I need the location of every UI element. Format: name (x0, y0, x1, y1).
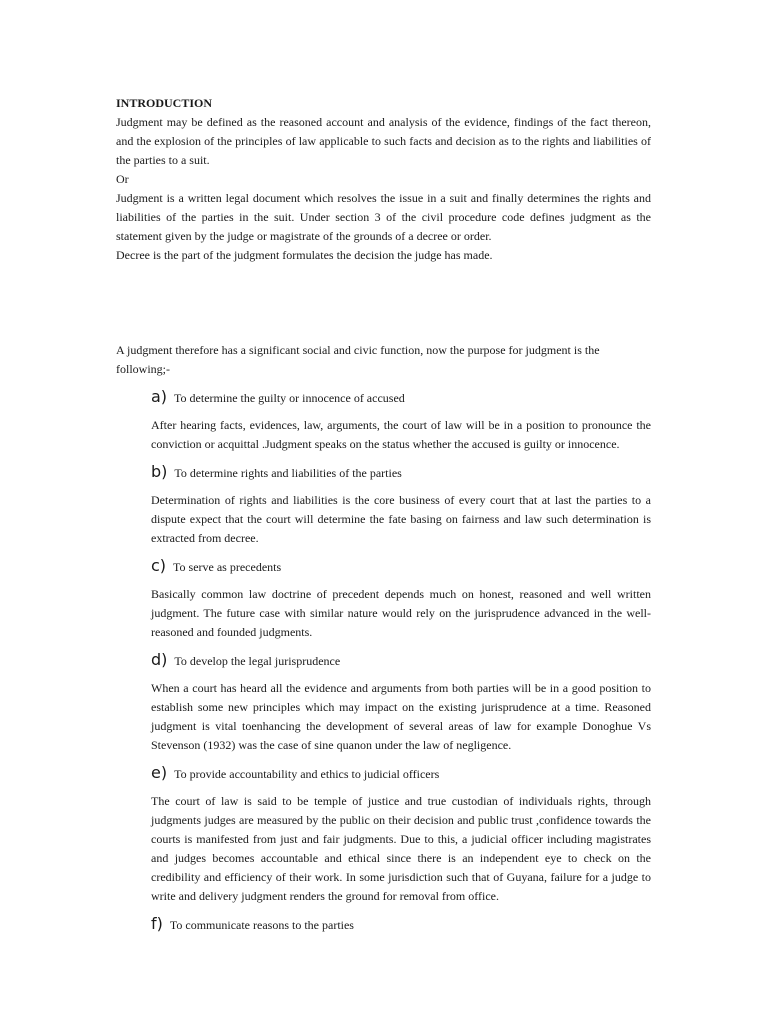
blank-space (116, 265, 651, 341)
list-item (151, 763, 651, 906)
list-item-body: Basically common law doctrine of precedent depends much on honest, reasoned and well written judgment. The future case with similar nature would rely on the jurisprudence advanced in the well-reasoned and founded judgments. (151, 587, 651, 639)
list-marker: f) (151, 914, 163, 933)
list-marker: e) (151, 763, 168, 782)
purpose-list (151, 387, 651, 936)
list-item-heading (151, 462, 651, 484)
list-item-title: To serve as precedents (173, 560, 282, 574)
list-item (151, 556, 651, 642)
list-marker: d) (151, 650, 168, 669)
list-item-title: To determine the guilty or innocence of accused (174, 391, 405, 405)
definition-paragraph: Judgment may be defined as the reasoned account and analysis of the evidence, findings of the fact thereon, and the explosion of the principles of law applicable to such facts and decision as to the rights and liabilities of the parties to a suit. (116, 115, 651, 167)
document-page (116, 94, 651, 936)
section-heading: INTRODUCTION (116, 96, 213, 110)
list-item-body: Determination of rights and liabilities is the core business of every court that at last the parties to a dispute expect that the court will determine the fate basing on fairness and law such determination is extracted from decree. (151, 493, 651, 545)
list-item-title: To determine rights and liabilities of the parties (174, 466, 402, 480)
list-item (151, 462, 651, 548)
decree-paragraph: Decree is the part of the judgment formulates the decision the judge has made. (116, 248, 493, 262)
list-item (151, 650, 651, 755)
list-marker: c) (151, 556, 167, 575)
list-item-body: When a court has heard all the evidence and arguments from both parties will be in a good position to establish some new principles which may impact on the existing jurisprudence at a time. Reasoned judgment is vital toenhancing the development of several areas of law for example Donoghue Vs Stevenson (1932) was the case of sine quanon under the law of negligence. (151, 681, 651, 752)
list-item-heading (151, 387, 651, 409)
list-item-title: To communicate reasons to the parties (169, 918, 354, 932)
list-item-body: The court of law is said to be temple of justice and true custodian of individuals rights, through judgments judges are measured by the public on their decision and public trust ,confidence towards the courts is manifested from just and fair judgments. Due to this, a judicial officer including magistrates and judges becomes accountable and ethical since there is an independent eye to check on the credibility and efficiency of their work. In some jurisdiction such that of Guyana, failure for a judge to write and delivery judgment renders the ground for removal from office. (151, 794, 651, 903)
list-item-title: To develop the legal jurisprudence (174, 654, 341, 668)
list-marker: a) (151, 387, 168, 406)
purpose-lead-paragraph: A judgment therefore has a significant social and civic function, now the purpose for judgment is the following;- (116, 343, 600, 376)
list-item-heading (151, 914, 651, 936)
list-marker: b) (151, 462, 168, 481)
list-item (151, 387, 651, 454)
list-item (151, 914, 651, 936)
list-item-body: After hearing facts, evidences, law, arguments, the court of law will be in a position to pronounce the conviction or acquittal .Judgment speaks on the status whether the accused is guilty or innocence. (151, 418, 651, 451)
list-item-heading (151, 763, 651, 785)
list-item-heading (151, 556, 651, 578)
or-separator: Or (116, 172, 129, 186)
definition-paragraph-alt: Judgment is a written legal document which resolves the issue in a suit and finally determines the rights and liabilities of the parties in the suit. Under section 3 of the civil procedure code defines judgment as the statement given by the judge or magistrate of the grounds of a decree or order. (116, 191, 651, 243)
list-item-heading (151, 650, 651, 672)
list-item-title: To provide accountability and ethics to judicial officers (174, 767, 440, 781)
